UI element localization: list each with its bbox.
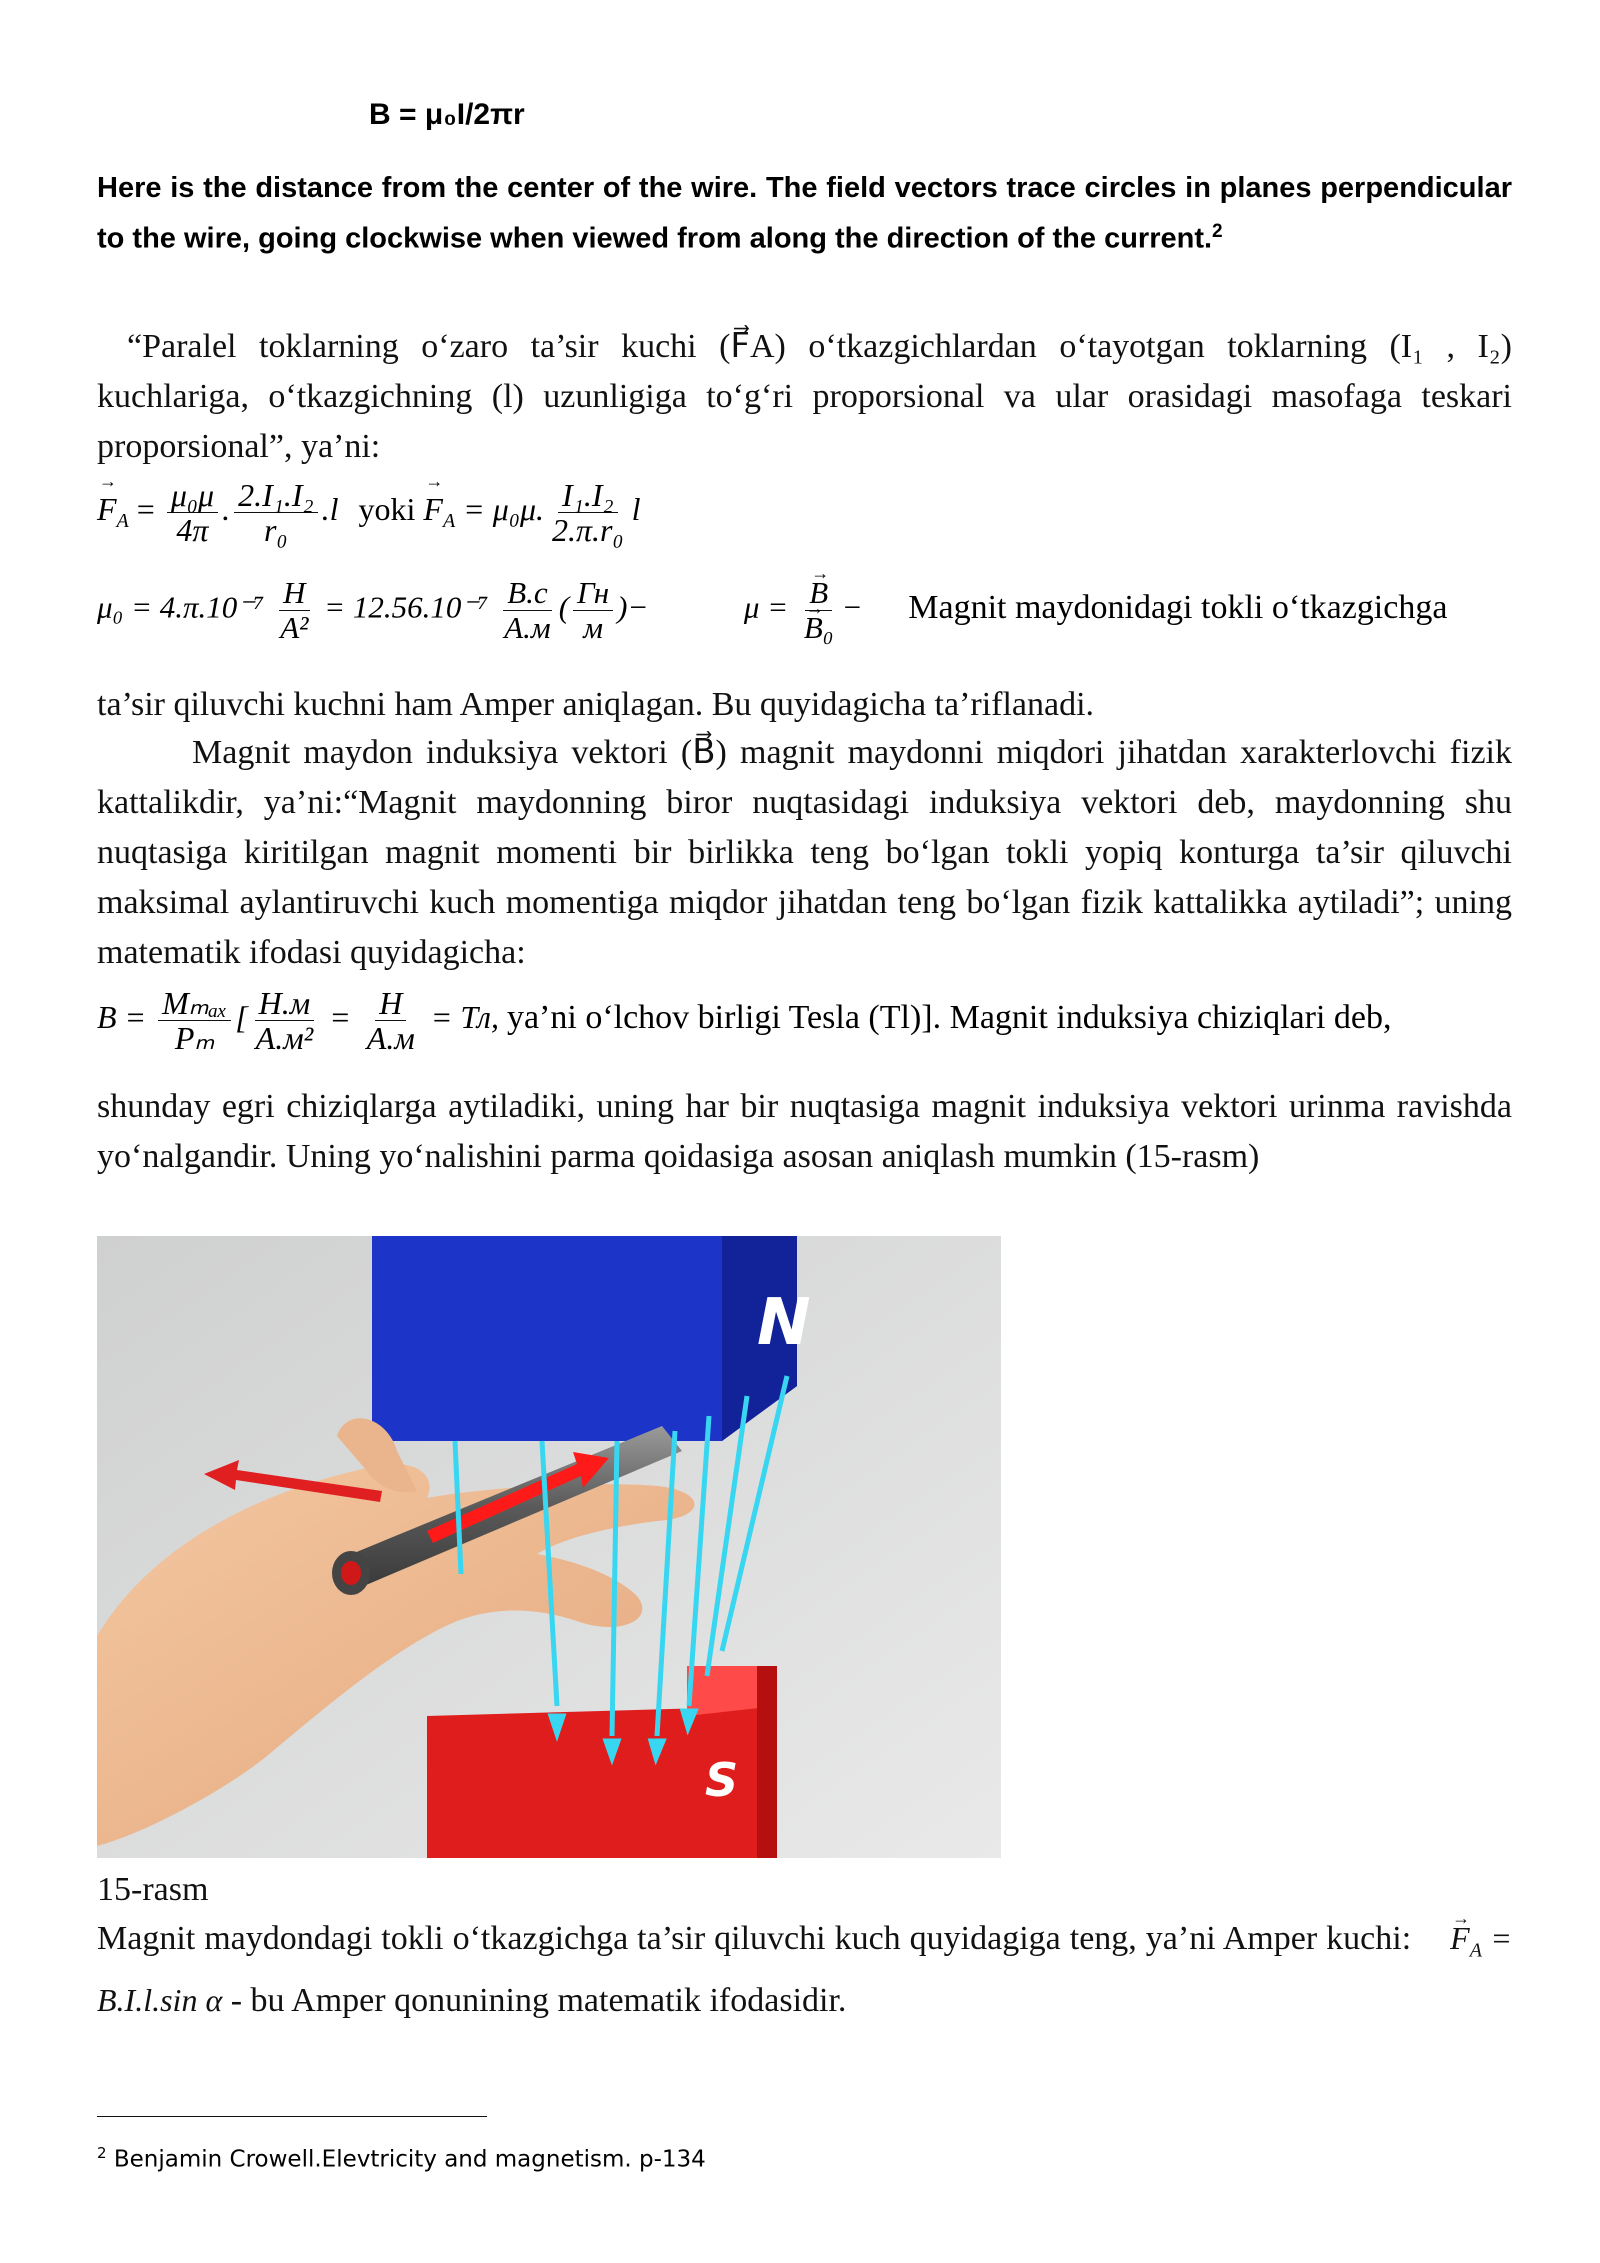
- fraction-bc-am: $\frac{B.c}{A.м}$: [504, 575, 551, 645]
- fraction-mmax-pm: $\frac{\text{Mₘₐₓ}}{\text{Pₘ}}$: [158, 986, 231, 1055]
- fraction-hm-am2: $\frac{H.м}{\text{A.м²}}$: [255, 985, 314, 1056]
- ampere-force-text-2: - bu Amper qonunining matematik ifodasidir.: [230, 1982, 847, 2020]
- fraction-gn-m: $\frac{Гн}{м}$: [573, 576, 613, 645]
- rod-end-core: [341, 1561, 361, 1585]
- south-label: S: [705, 1753, 739, 1807]
- eq3-trailing-text: ya’ni o‘lchov birligi Tesla (Tl)]. Magnit induksiya chiziqlari deb,: [506, 998, 1392, 1036]
- mu0-numeric: = 12.56.10⁻⁷: [324, 589, 489, 625]
- fraction-h-a2: $\frac{H}{\text{A²}}$: [280, 575, 309, 645]
- length-factor-2: l: [631, 490, 641, 527]
- footnote: [97, 2144, 706, 2173]
- b-symbol: B =: [97, 998, 147, 1035]
- paragraph-parallel-currents: “Paralel toklarning o‘zaro ta’sir kuchi (F⃗A) o‘tkazgichlardan o‘tayotgan toklarning (I₁ , I₂) kuchlariga, o‘tkazgichning (l) uzunligiga to‘g‘ri proporsional va ular orasidagi masofaga teskari proporsional”, ya’ni:: [97, 328, 1512, 465]
- rhs-prefix: = μ₀μ.: [463, 490, 545, 527]
- paragraph-magnetic-induction: Magnit maydon induksiya vektori (B⃗) magnit maydonni miqdori jihatdan xarakterlovchi fizik kattalikdir, ya’ni:“Magnit maydonning biror nuqtasidagi induksiya vektori deb, maydonning shu nuqtasiga kiritilgan magnit momenti bir birlikka teng bo‘lgan tokli yopiq konturga ta’sir qiluvchi maksimal aylantiruvchi kuch momentiga miqdor jihatdan teng bo‘lgan fizik kattalikka aytiladi”; uning matematik ifodasi quyidagicha:: [97, 734, 1512, 971]
- equation-ampere-force: → $F_A$ = $\frac{\text{μ₀μ}}{4\pi}$ . $\frac{\text{2.I₁.I₂}}{\text{r₀}}$ .l yoki → $F_A = \mu_0\mu$. $\frac{\text{I₁.I₂}}{\text{2.π.r₀}}$ l: [97, 478, 1512, 547]
- ampere-force-text-1: Magnit maydondagi tokli o‘tkazgichga ta’sir qiluvchi kuch quyidagiga teng, ya’ni Amper kuchi:: [97, 1920, 1412, 1957]
- document-page: [97, 0, 1512, 2263]
- english-paragraph: [97, 167, 1512, 261]
- footnote-number: 2: [97, 2144, 107, 2162]
- force-symbol-2: → F: [423, 491, 443, 528]
- figure-left-hand-rule: [97, 1236, 1001, 1858]
- tesla-unit: = Тл,: [430, 998, 499, 1035]
- force-subscript: A: [116, 510, 129, 533]
- equation-induction: B = $\frac{\text{Mₘₐₓ}}{\text{Pₘ}}$ [ $\frac{H.м}{\text{A.м²}}$ = $\frac{H}{A.м}$ = Тл, ya’ni o‘lchov birligi Tesla (Tl)]. Magnit induksiya chiziqlari deb,: [97, 985, 1392, 1056]
- paragraph-induction-lines: shunday egri chiziqlarga aytiladiki, uning har bir nuqtasiga magnit induksiya vektori urinma ravishda yo‘nalgandir. Uning yo‘nalishini parma qoidasiga asosan aniqlash mumkin (15-rasm): [97, 1088, 1512, 1175]
- north-label: N: [757, 1286, 811, 1360]
- south-magnet-side: [757, 1666, 777, 1858]
- fraction-mu-4pi: $\frac{\text{μ₀μ}}{4\pi}$: [167, 478, 218, 547]
- mu-symbol: μ =: [743, 589, 789, 625]
- english-paragraph-text: Here is the distance from the center of the wire. The field vectors trace circles in planes perpendicular to the wire, going clockwise when viewed from along the direction of the current.: [97, 172, 1512, 255]
- force-symbol: → F: [97, 491, 117, 528]
- fraction-currents-r0: $\frac{\text{2.I₁.I₂}}{\text{r₀}}$: [234, 478, 318, 547]
- mu0-value: μ₀ = 4.π.10⁻⁷: [97, 589, 265, 625]
- footnote-text: Benjamin Crowell.Elevtricity and magnetism. p-134: [113, 2146, 706, 2173]
- equation-mu0: μ₀ = 4.π.10⁻⁷ $\frac{H}{\text{A²}}$ = 12.56.10⁻⁷ $\frac{B.c}{A.м}$ ( $\frac{Гн}{м}$ )− μ = → B → B₀ − Magnit maydonidagi tokli o‘tkazgichga: [97, 576, 1512, 645]
- left-hand-rule-illustration: [97, 1236, 1001, 1858]
- figure-caption: 15-rasm: [97, 1871, 209, 1908]
- paragraph-ampere-defined: ta’sir qiluvchi kuchni ham Amper aniqlagan. Bu quyidagicha ta’riflanadi.: [97, 686, 1095, 723]
- length-factor: .l: [321, 490, 339, 527]
- yoki-word: yoki: [358, 490, 416, 527]
- fraction-h-am: $\frac{H}{A.м}$: [366, 985, 415, 1056]
- ampere-formula: → $F_A = B.I.l.\sin$ α: [97, 1920, 1512, 2018]
- fraction-currents-2pir: $\frac{\text{I₁.I₂}}{\text{2.π.r₀}}$: [552, 477, 624, 548]
- eq2-trailing-text: Magnit maydonidagi tokli o‘tkazgichga: [908, 588, 1448, 626]
- fraction-b-b0: → B → B₀: [800, 576, 838, 645]
- footnote-separator: [97, 2116, 487, 2117]
- footnote-ref[interactable]: 2: [1212, 221, 1223, 242]
- paragraph-ampere-force: [97, 1913, 1512, 2026]
- field-formula: B = μ₀I/2πr: [369, 98, 525, 131]
